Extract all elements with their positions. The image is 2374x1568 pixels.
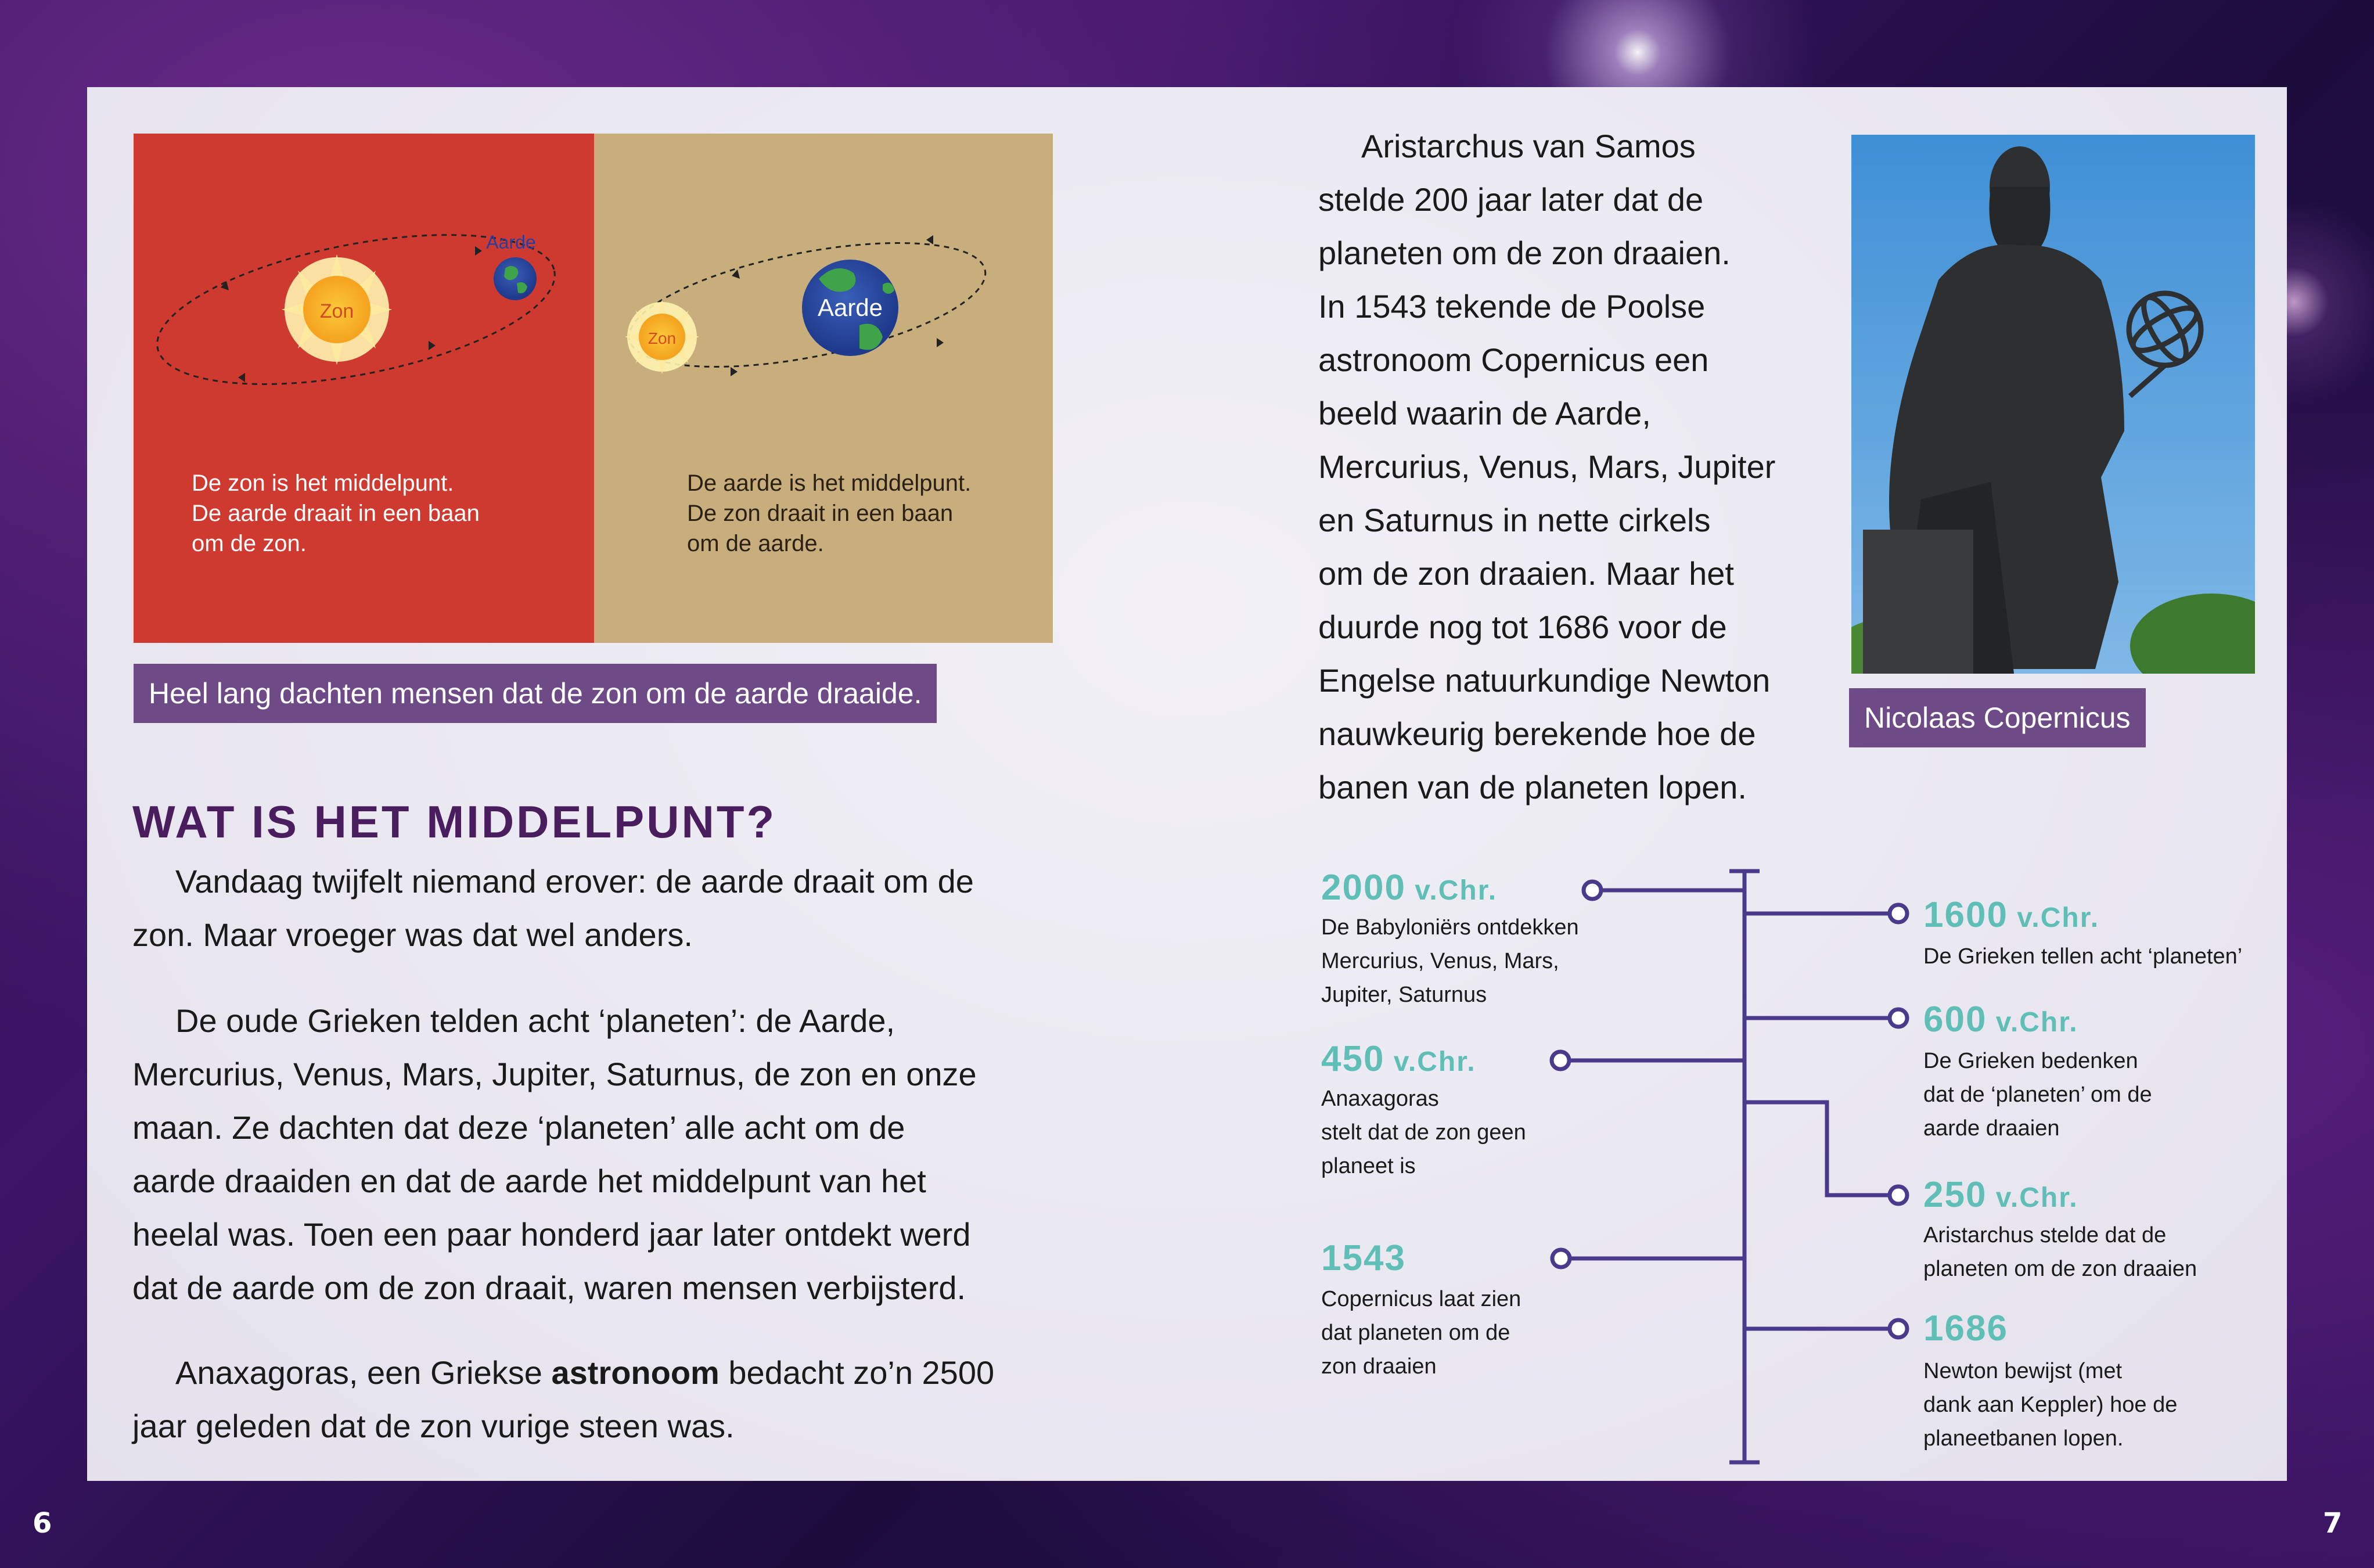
sun-label: Zon bbox=[319, 300, 354, 322]
text-line: De aarde draait in een baan bbox=[192, 501, 480, 526]
timeline-year-450 bbox=[1321, 1038, 1476, 1080]
text-line: banen van de planeten lopen. bbox=[1318, 769, 1747, 805]
text-line: De zon draait in een baan bbox=[687, 501, 954, 526]
timeline-node bbox=[1890, 1320, 1907, 1337]
text-line: De zon is het middelpunt. bbox=[192, 470, 454, 496]
text-line: De oude Grieken telden acht ‘planeten’: de Aarde, bbox=[175, 1002, 895, 1039]
text-span: bedacht zo’n 2500 bbox=[719, 1354, 995, 1391]
text-line: planeten om de zon draaien bbox=[1923, 1257, 2197, 1281]
text-line: beeld waarin de Aarde, bbox=[1318, 395, 1651, 431]
text-span: Anaxagoras, een Griekse bbox=[175, 1354, 552, 1391]
timeline-desc-450 bbox=[1321, 1082, 1526, 1183]
text-line: In 1543 tekende de Poolse bbox=[1318, 288, 1706, 325]
text-line: nauwkeurig berekende hoe de bbox=[1318, 715, 1756, 752]
text-line: Jupiter, Saturnus bbox=[1321, 983, 1487, 1007]
timeline-node bbox=[1552, 1052, 1569, 1069]
timeline-node bbox=[1890, 905, 1907, 922]
section-heading: WAT IS HET MIDDELPUNT? bbox=[132, 796, 777, 847]
text-line: Mercurius, Venus, Mars, Jupiter bbox=[1318, 448, 1776, 485]
text-line: Newton bewijst (met bbox=[1923, 1359, 2123, 1383]
diagram-caption: Heel lang dachten mensen dat de zon om de aarde draaide. bbox=[134, 664, 937, 723]
text-line: planeetbanen lopen. bbox=[1923, 1426, 2124, 1451]
timeline-node bbox=[1584, 882, 1601, 899]
text-line: planeet is bbox=[1321, 1154, 1416, 1178]
page-number-left: 6 bbox=[33, 1507, 52, 1540]
text-line: De Grieken bedenken bbox=[1923, 1049, 2138, 1073]
timeline-desc-250 bbox=[1923, 1218, 2197, 1286]
text-line: Vandaag twijfelt niemand erover: de aarde draait om de bbox=[175, 863, 974, 900]
text-line: De Babyloniërs ontdekken bbox=[1321, 915, 1579, 940]
text-line: stelt dat de zon geen bbox=[1321, 1120, 1526, 1145]
year-number: 2000 bbox=[1321, 868, 1406, 908]
text-line: Aristarchus stelde dat de bbox=[1923, 1223, 2167, 1247]
text-line: Aristarchus van Samos bbox=[1361, 128, 1696, 164]
text-line: zon draaien bbox=[1321, 1354, 1437, 1379]
astronoom-term: astronoom bbox=[551, 1354, 720, 1391]
sun-label: Zon bbox=[648, 329, 677, 347]
text-line: Mercurius, Venus, Mars, Jupiter, Saturnus, de zon en onze bbox=[132, 1056, 977, 1092]
timeline-desc-2000 bbox=[1321, 911, 1579, 1012]
text-line: Engelse natuurkundige Newton bbox=[1318, 662, 1771, 699]
photo-caption: Nicolaas Copernicus bbox=[1849, 688, 2146, 747]
text-line: en Saturnus in nette cirkels bbox=[1318, 502, 1711, 538]
text-line: Mercurius, Venus, Mars, bbox=[1321, 949, 1559, 973]
year-number: 600 bbox=[1923, 999, 1987, 1040]
text-line: duurde nog tot 1686 voor de bbox=[1318, 609, 1727, 645]
year-suffix: v.Chr. bbox=[1987, 1007, 2078, 1038]
earth-label: Aarde bbox=[817, 294, 883, 321]
year-number: 1543 bbox=[1321, 1238, 1406, 1278]
text-line: Anaxagoras bbox=[1321, 1087, 1439, 1111]
text-line: maan. Ze dachten dat deze ‘planeten’ alle acht om de bbox=[132, 1109, 905, 1146]
timeline-desc-600 bbox=[1923, 1044, 2152, 1145]
text-line: stelde 200 jaar later dat de bbox=[1318, 181, 1704, 218]
year-suffix: v.Chr. bbox=[1987, 1182, 2078, 1213]
timeline-node bbox=[1552, 1250, 1570, 1267]
text-line: zon. Maar vroeger was dat wel anders. bbox=[132, 916, 693, 953]
timeline-desc-1600 bbox=[1923, 940, 2242, 973]
text-line: om de aarde. bbox=[687, 531, 824, 556]
text-line: dat de ‘planeten’ om de bbox=[1923, 1083, 2152, 1107]
year-suffix: v.Chr. bbox=[2008, 902, 2100, 933]
year-number: 450 bbox=[1321, 1039, 1385, 1079]
text-line: heelal was. Toen een paar honderd jaar later ontdekt werd bbox=[132, 1216, 971, 1253]
timeline-year-1600 bbox=[1923, 894, 2099, 936]
timeline-desc-1543 bbox=[1321, 1282, 1521, 1383]
timeline-desc-1686 bbox=[1923, 1354, 2177, 1455]
text-line: jaar geleden dat de zon vurige steen was. bbox=[132, 1408, 735, 1444]
text-line: aarde draaien bbox=[1923, 1116, 2060, 1141]
text-line: dat planeten om de bbox=[1321, 1321, 1510, 1345]
timeline-year-600 bbox=[1923, 999, 2078, 1040]
timeline-year-1686 bbox=[1923, 1308, 2008, 1349]
text-line: om de zon draaien. Maar het bbox=[1318, 555, 1734, 592]
text-line: planeten om de zon draaien. bbox=[1318, 235, 1731, 271]
year-number: 1686 bbox=[1923, 1308, 2008, 1348]
page-number-right: 7 bbox=[2323, 1507, 2343, 1540]
text-line: dat de aarde om de zon draait, waren mensen verbijsterd. bbox=[132, 1269, 966, 1306]
text-line: dank aan Keppler) hoe de bbox=[1923, 1393, 2178, 1417]
text-line: om de zon. bbox=[192, 531, 307, 556]
year-suffix: v.Chr. bbox=[1405, 875, 1498, 906]
timeline-year-2000 bbox=[1321, 867, 1497, 908]
text-line: astronoom Copernicus een bbox=[1318, 341, 1709, 378]
timeline-node bbox=[1890, 1009, 1907, 1027]
year-number: 1600 bbox=[1923, 895, 2008, 935]
text-line: Copernicus laat zien bbox=[1321, 1287, 1521, 1311]
timeline-year-250 bbox=[1923, 1174, 2078, 1215]
text-line: De aarde is het middelpunt. bbox=[687, 470, 972, 496]
timeline-node bbox=[1890, 1186, 1907, 1204]
text-line: aarde draaiden en dat de aarde het middelpunt van het bbox=[132, 1163, 926, 1199]
timeline-year-1543 bbox=[1321, 1238, 1406, 1279]
year-suffix: v.Chr. bbox=[1384, 1046, 1476, 1077]
text-line: De Grieken tellen acht ‘planeten’ bbox=[1923, 944, 2243, 969]
earth-label: Aarde bbox=[486, 232, 536, 253]
year-number: 250 bbox=[1923, 1175, 1987, 1215]
